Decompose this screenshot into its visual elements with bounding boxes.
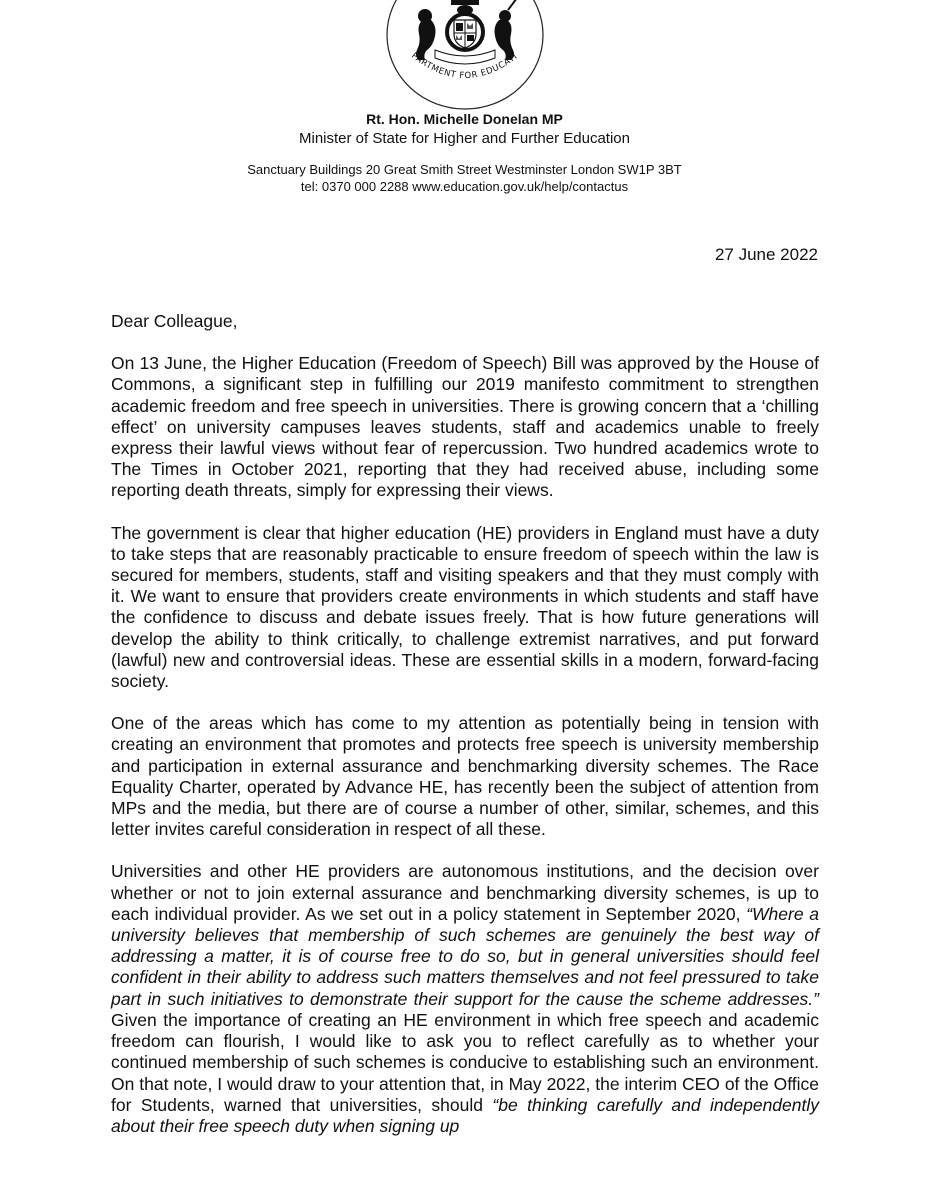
contact-line: tel: 0370 000 2288 www.education.gov.uk/help/contactus	[300, 179, 629, 194]
address-block	[0, 161, 929, 195]
salutation: Dear Colleague,	[111, 311, 238, 331]
department-label-text: PARTMENT FOR EDUCATI	[409, 50, 520, 82]
policy-quote: “Where a university believes that membership of such schemes are genuinely the best way of addressing a matter, it is of course free to do so, but in general universities should feel confident in their ability to address such matters themselves and not feel pressured to take part in such initiatives to demonstrate their support for the cause the scheme addresses.”	[111, 903, 819, 1009]
letter-date: 27 June 2022	[714, 245, 818, 264]
royal-crest-logo	[385, 0, 545, 110]
minister-title: Minister of State for Higher and Further Education	[299, 130, 630, 147]
address-line: Sanctuary Buildings 20 Great Smith Street Westminster London SW1P 3BT	[247, 162, 682, 177]
letter-header	[0, 110, 929, 195]
paragraph-3: One of the areas which has come to my attention as potentially being in tension with creating an environment that promotes and protects free speech is university membership and participation in external assurance and benchmarking diversity schemes. The Race Equality Charter, operated by Advance HE, has recently been the subject of attention from MPs and the media, but there are of course a number of other, similar, schemes, and this letter invites careful consideration in respect of all these.	[111, 713, 819, 840]
paragraph-2: The government is clear that higher education (HE) providers in England must have a duty to take steps that are reasonably practicable to ensure freedom of speech within the law is secured for members, students, staff and visiting speakers and that they must comply with it. We want to ensure that providers create environments in which students and staff have the confidence to discuss and debate issues freely. That is how future generations will develop the ability to think critically, to challenge extremist narratives, and put forward (lawful) new and controversial ideas. These are essential skills in a modern, forward-facing society.	[111, 522, 819, 692]
paragraph-4	[111, 861, 819, 1137]
paragraph-4-middle: Given the importance of creating an HE environment in which free speech and academic freedom can flourish, I would like to ask you to reflect carefully as to whether your continued membership of such schemes is conducive to establishing such an environment. On that note, I would draw to your attention that, in May 2022, the interim CEO of the Office for Students, warned that universities, should	[111, 1009, 819, 1115]
minister-name: Rt. Hon. Michelle Donelan MP	[366, 111, 563, 127]
paragraph-1: On 13 June, the Higher Education (Freedom of Speech) Bill was approved by the House of Commons, a significant step in fulfilling our 2019 manifesto commitment to strengthen academic freedom and free speech in universities. There is growing concern that a ‘chilling effect’ on university campuses leaves students, staff and academics unable to freely express their lawful views without fear of repercussion. Two hundred academics wrote to The Times in October 2021, reporting that they had received abuse, including some reporting death threats, simply for expressing their views.	[111, 353, 819, 501]
ofs-quote: “be thinking carefully and independently about their free speech duty when signing up	[111, 1094, 819, 1136]
paragraph-4-intro: Universities and other HE providers are autonomous institutions, and the decision over whether or not to join external assurance and benchmarking diversity schemes, is up to each individual provider. As we set out in a policy statement in September 2020,	[111, 861, 819, 924]
letter-body	[111, 311, 819, 1158]
